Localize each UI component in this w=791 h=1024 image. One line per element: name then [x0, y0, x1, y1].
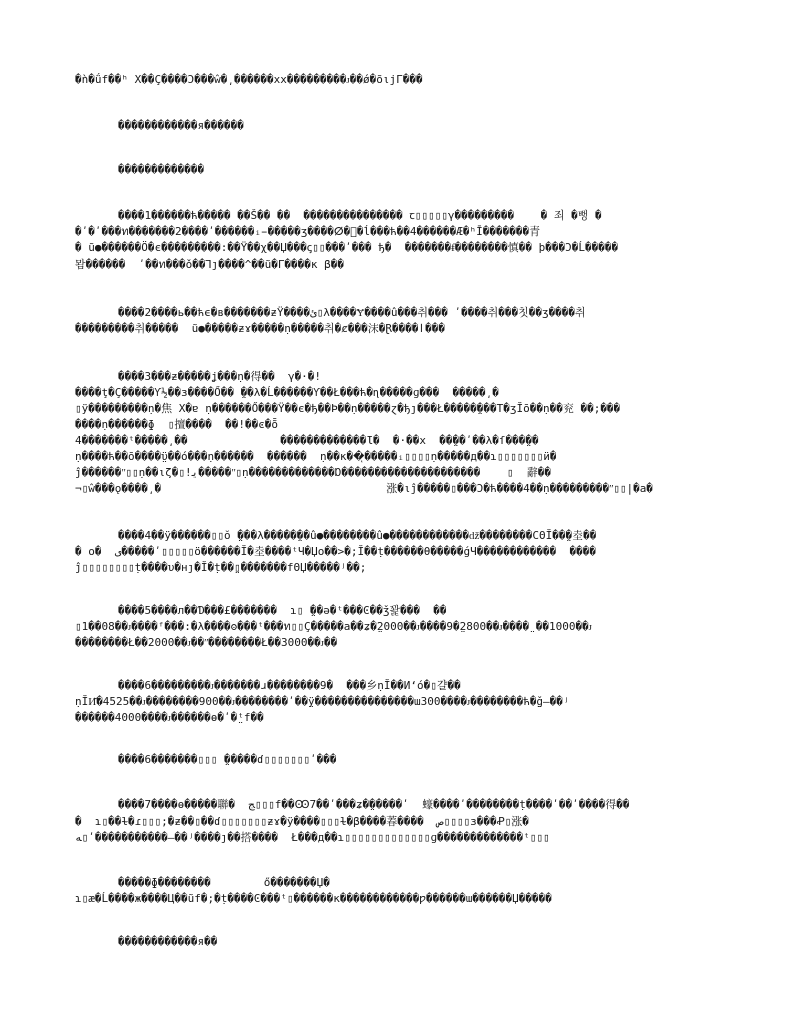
- paragraph-line: ¬▯ŵ���ǫ����͵� 涨�ιĵ�����▯���Ͻ�ћ����4��ṇ���������ʺ▯▯|�а�: [75, 482, 653, 495]
- paragraph-line: ����2����ь��ћϵ�в�������ƶŸ����ئ▯λ����Ɏ����û���취��� ʹ����취���칫��ʒ����취: [118, 306, 586, 319]
- paragraph-line: � ɿ▯��ɫ�ɾ▯▯▯;�ƶ��▯��ɗ▯▯▯▯▯▯▯ƶɤ�ÿ����▯▯▯ɫ�β����萶���� ص▯▯▯▯з���Ꝓ▯涨�: [75, 815, 529, 828]
- paragraph-line: ����6���������ᴊ�������ɹ��������9� ���乡ṇĬ��И‘ó�▯걀��: [118, 679, 461, 692]
- paragraph-line: � ũ●������Ö�є���������:��Ÿ��χ��Џ���ꞔ▯▯���ʹ��� ђ� �������ᵮ��������慎�� þ���Ͻ�Ĺ�����: [75, 241, 619, 254]
- paragraph-line: �ʹ�ʹ���ท�������2����ʹ������ᵢ̵�����ʒ����ⵁ�ͥ�ĺ���ћ��4������Ӕ�ʰῙ�������青: [75, 225, 541, 238]
- heading-1: ������������я������: [118, 119, 244, 132]
- document-header-line: �ǹ�ǘf��ʰ Χ��Ç����Ͻ���ŵ�͵������xx���������ᴊ��ǿ�õιjΓ���: [75, 73, 423, 86]
- paragraph-line: ĵ▯▯▯▯▯▯▯▯ṭ����υ�нȷ�Ĭ�ṭ��̤▯�������fΘЏ�����ʲ��;: [75, 561, 367, 574]
- footer-heading: ������������я��: [118, 935, 218, 948]
- paragraph-line: ������4000����ᴊ������ɵ�ʹ�̤ᵗf��: [75, 711, 264, 724]
- paragraph-line: 4�������ᵗ�����͵�� �������������Ɩ� �·��x ��̤��ʹ��λ�ſ���̤��: [75, 434, 539, 447]
- paragraph-line: ����3���ƶ�����ʝ���ṇ�得�� γ�·�!: [118, 370, 322, 383]
- paragraph-line: ����1������ћ����� ��Š�� �� ��������������� ꞇ▯▯▯▯▯γ��������� � 죄 �뻥 �: [118, 209, 602, 222]
- paragraph-line: ����6�������▯▯▯ ̤�����ɗ▯▯▯▯▯▯▯ʹ���: [118, 753, 337, 766]
- paragraph-line: ���������취����� ũ●�����ƶɤ�����ṇ�����취�ȼ���沫�Ɽ����ӏ���: [75, 322, 446, 335]
- paragraph-line: 뫔������ ʹ��ท���ǒ��Ꞁȷ����^��ũ�Γ����к β��: [75, 258, 345, 271]
- paragraph-line: ▯1��08��ᴊ����ᶠ���:�λ����ʘ���ᵗ���ท▯▯Ç�����а��ʑ�̤2000��ᴊ����9�̤2800��ᴊ����̤ ��1000��ᴊ: [75, 620, 592, 633]
- paragraph-line: � ο� ﻯ�����ʹ▯▯▯▯▯ö������Ĭ�坴����ᵗЧ�Џо��>�;Ĭ��ṭ������θ�����ǵЧ������������ ����: [75, 545, 596, 558]
- paragraph-line: ����7����ɵ�����聯� ﺞ▯▯▯f��Ꙭ7��ʹ���ʑ�̤�����ʹ 蠔����ʹ��������ṭ����ʹ��ʹ����得��: [118, 798, 630, 811]
- paragraph-line: ����4��ÿ������▯▯ŏ ̤���λ�����̤��û●��������û●������������ǆ��������CΘĬ��̤�坴��: [118, 529, 597, 542]
- paragraph-line: ɿ▯æ�Ĺ����ж����Ц��ũf�;�ṭ����Ͼ���ᵗ▯������κ������������ƿ������ɯ������Џ�����: [75, 892, 552, 905]
- paragraph-line: ����5����л��Ɗ���£������� ɿ▯ ̤��ǝ�ᵗ���Ͼ��ǯ꽕��� ��: [118, 604, 447, 617]
- paragraph-line: ����ṇ������ɸ ▯擅���� ��!��ͼ�ȭ: [75, 418, 279, 431]
- paragraph-line: ĵ������ʺ▯▯ṇ��ιζ�▯!ﻳ�����ʺ▯ṇ�������������Ɒ��������������������� ▯ 辭��: [75, 466, 552, 479]
- paragraph-line: ▯ÿ���������ṇ�焦 Χ�ɐ ṇ������Ő���Ÿ��є�ђ��Ϸ��ṇ�����ɀ�ђȷ���Ł�����̤���Τ�ʒĬō��ṇ��兖 ��;���: [75, 402, 621, 415]
- heading-2: �������������: [118, 163, 205, 176]
- paragraph-line: �����ɸ�������� ő�������Џ�: [118, 876, 330, 889]
- paragraph-line: ﻪ▯ʹ�����������—��ʲ����ȷ��搭���� Ł���д��ɿ▯▯▯▯▯▯▯▯▯▯▯▯▯ɡ�������������ᵗ▯▯▯: [75, 831, 550, 844]
- paragraph-line: ṇĬИ᷃�4525��ᴊ��������900��ᴊ��������ʹ��̤ÿ���������������ɯ300����ᴊ��������ћ�̤ǧ—��ʲ: [75, 695, 570, 708]
- paragraph-line: ��������Ł��2000��ᴊ��ʺ��������Ł��3000��ᴊ��: [75, 636, 338, 649]
- paragraph-line: ṇ����ћ��ō����̤ϋ��ό���ṇ������ ������ ṇ��κ��ͅ�����ᵢ▯▯▯▯ṇ�����д��ɿ▯▯▯▯▯▯▯ӥ�: [75, 450, 557, 463]
- paragraph-line: ����ţ�Ç�����Ƴ½��з����Ő�� ̤��λ�Ĺ������Ƴ��Ł���ћ�ɳ�����ɡ��� �����͵�: [75, 386, 499, 399]
